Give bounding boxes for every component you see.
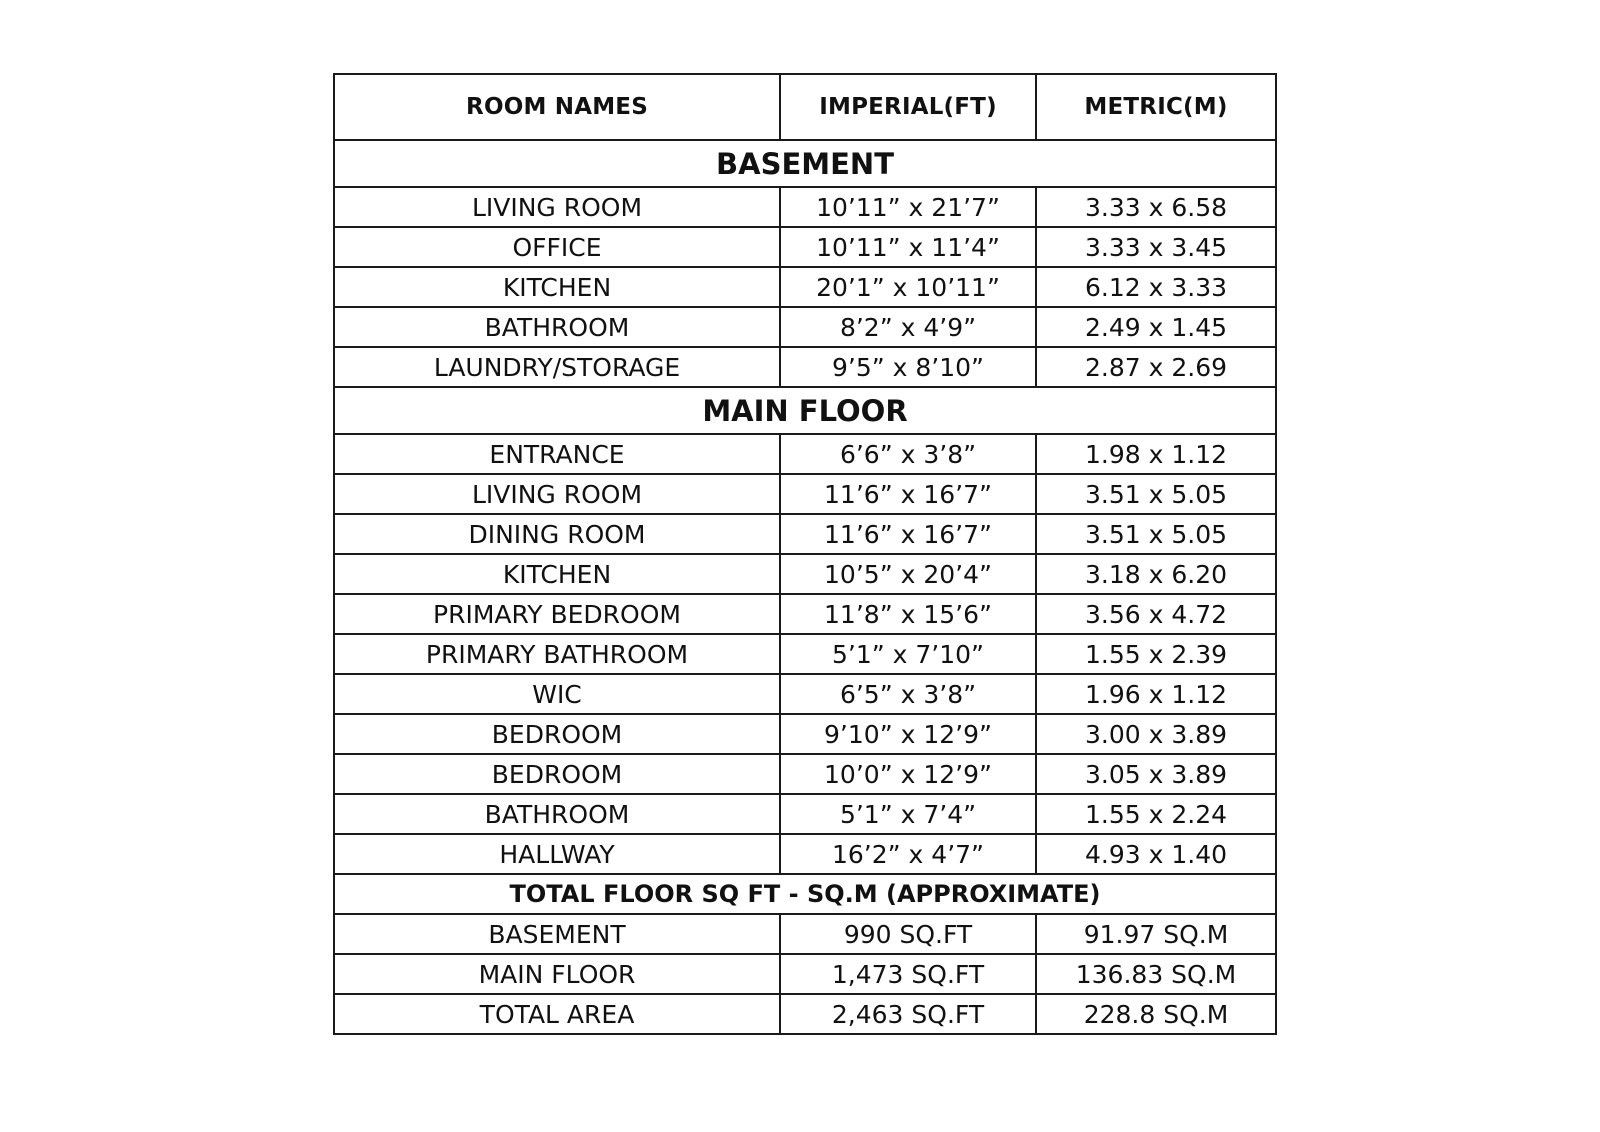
room-name-cell: PRIMARY BEDROOM xyxy=(334,594,780,634)
room-name-cell: BEDROOM xyxy=(334,754,780,794)
room-name-cell: BATHROOM xyxy=(334,307,780,347)
table-row xyxy=(334,674,1276,714)
imperial-cell: 20’1” x 10’11” xyxy=(780,267,1036,307)
imperial-cell: 11’8” x 15’6” xyxy=(780,594,1036,634)
room-name-cell: OFFICE xyxy=(334,227,780,267)
imperial-cell: 6’5” x 3’8” xyxy=(780,674,1036,714)
metric-cell: 4.93 x 1.40 xyxy=(1036,834,1276,874)
table-row xyxy=(334,914,1276,954)
imperial-cell: 1,473 SQ.FT xyxy=(780,954,1036,994)
table-row xyxy=(334,594,1276,634)
metric-cell: 136.83 SQ.M xyxy=(1036,954,1276,994)
metric-cell: 228.8 SQ.M xyxy=(1036,994,1276,1034)
header-imperial: IMPERIAL(FT) xyxy=(780,74,1036,140)
table-row xyxy=(334,554,1276,594)
metric-cell: 3.18 x 6.20 xyxy=(1036,554,1276,594)
imperial-cell: 11’6” x 16’7” xyxy=(780,514,1036,554)
room-name-cell: MAIN FLOOR xyxy=(334,954,780,994)
section-row-totals xyxy=(334,874,1276,914)
room-name-cell: BASEMENT xyxy=(334,914,780,954)
room-name-cell: LIVING ROOM xyxy=(334,187,780,227)
table-row xyxy=(334,794,1276,834)
table-row xyxy=(334,834,1276,874)
metric-cell: 3.00 x 3.89 xyxy=(1036,714,1276,754)
imperial-cell: 2,463 SQ.FT xyxy=(780,994,1036,1034)
table-row xyxy=(334,227,1276,267)
table-row xyxy=(334,714,1276,754)
room-name-cell: LAUNDRY/STORAGE xyxy=(334,347,780,387)
room-name-cell: ENTRANCE xyxy=(334,434,780,474)
metric-cell: 6.12 x 3.33 xyxy=(1036,267,1276,307)
metric-cell: 1.98 x 1.12 xyxy=(1036,434,1276,474)
section-title: TOTAL FLOOR SQ FT - SQ.M (APPROXIMATE) xyxy=(334,874,1276,914)
room-name-cell: WIC xyxy=(334,674,780,714)
imperial-cell: 10’11” x 11’4” xyxy=(780,227,1036,267)
imperial-cell: 10’5” x 20’4” xyxy=(780,554,1036,594)
imperial-cell: 11’6” x 16’7” xyxy=(780,474,1036,514)
table-row xyxy=(334,954,1276,994)
room-name-cell: BEDROOM xyxy=(334,714,780,754)
room-name-cell: PRIMARY BATHROOM xyxy=(334,634,780,674)
metric-cell: 3.33 x 6.58 xyxy=(1036,187,1276,227)
table-row xyxy=(334,634,1276,674)
room-name-cell: KITCHEN xyxy=(334,267,780,307)
metric-cell: 3.56 x 4.72 xyxy=(1036,594,1276,634)
imperial-cell: 5’1” x 7’4” xyxy=(780,794,1036,834)
room-name-cell: DINING ROOM xyxy=(334,514,780,554)
metric-cell: 2.87 x 2.69 xyxy=(1036,347,1276,387)
section-title: MAIN FLOOR xyxy=(334,387,1276,434)
metric-cell: 1.96 x 1.12 xyxy=(1036,674,1276,714)
imperial-cell: 5’1” x 7’10” xyxy=(780,634,1036,674)
room-name-cell: BATHROOM xyxy=(334,794,780,834)
imperial-cell: 16’2” x 4’7” xyxy=(780,834,1036,874)
imperial-cell: 6’6” x 3’8” xyxy=(780,434,1036,474)
metric-cell: 1.55 x 2.24 xyxy=(1036,794,1276,834)
room-name-cell: LIVING ROOM xyxy=(334,474,780,514)
imperial-cell: 10’11” x 21’7” xyxy=(780,187,1036,227)
header-metric: METRIC(M) xyxy=(1036,74,1276,140)
table-row xyxy=(334,994,1276,1034)
table-row xyxy=(334,514,1276,554)
room-name-cell: TOTAL AREA xyxy=(334,994,780,1034)
metric-cell: 2.49 x 1.45 xyxy=(1036,307,1276,347)
room-name-cell: HALLWAY xyxy=(334,834,780,874)
table-row xyxy=(334,307,1276,347)
imperial-cell: 9’5” x 8’10” xyxy=(780,347,1036,387)
metric-cell: 3.51 x 5.05 xyxy=(1036,474,1276,514)
table-row xyxy=(334,267,1276,307)
table-body xyxy=(334,74,1276,1034)
header-room-names: ROOM NAMES xyxy=(334,74,780,140)
imperial-cell: 8’2” x 4’9” xyxy=(780,307,1036,347)
table-row xyxy=(334,347,1276,387)
section-row-main-floor xyxy=(334,387,1276,434)
header-row xyxy=(334,74,1276,140)
room-name-cell: KITCHEN xyxy=(334,554,780,594)
metric-cell: 3.33 x 3.45 xyxy=(1036,227,1276,267)
metric-cell: 1.55 x 2.39 xyxy=(1036,634,1276,674)
table-row xyxy=(334,434,1276,474)
room-dimensions-table xyxy=(333,73,1277,1035)
table-row xyxy=(334,474,1276,514)
imperial-cell: 990 SQ.FT xyxy=(780,914,1036,954)
metric-cell: 3.51 x 5.05 xyxy=(1036,514,1276,554)
imperial-cell: 10’0” x 12’9” xyxy=(780,754,1036,794)
metric-cell: 3.05 x 3.89 xyxy=(1036,754,1276,794)
section-row-basement xyxy=(334,140,1276,187)
metric-cell: 91.97 SQ.M xyxy=(1036,914,1276,954)
table-row xyxy=(334,187,1276,227)
section-title: BASEMENT xyxy=(334,140,1276,187)
table-row xyxy=(334,754,1276,794)
imperial-cell: 9’10” x 12’9” xyxy=(780,714,1036,754)
